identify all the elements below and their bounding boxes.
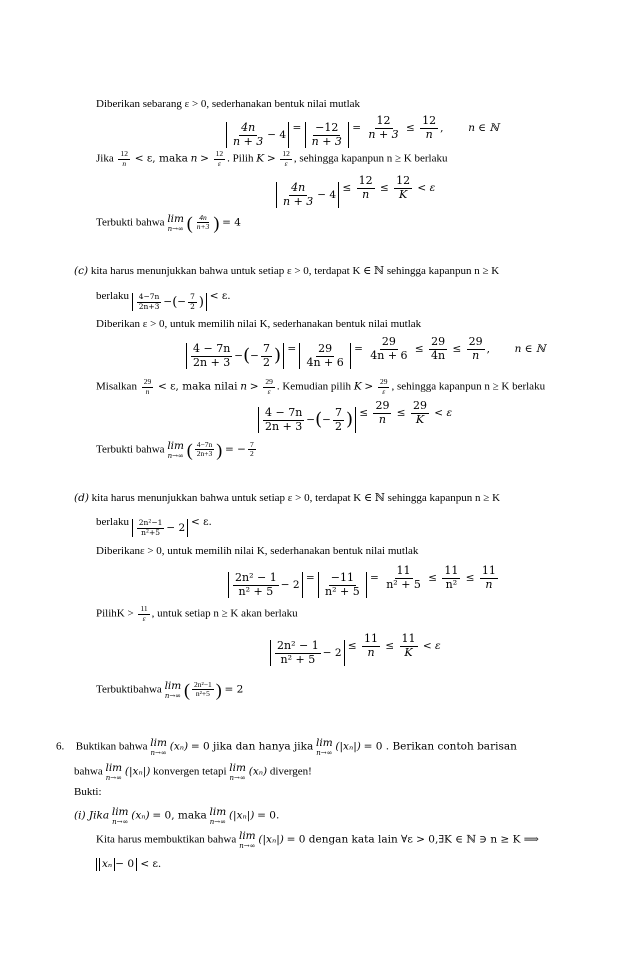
part-c-conclusion: Terbukti bahwa lim n→∞ ( $\frac{4-7n}{2n+3}$ ) = − $\frac{7}{2}$ xyxy=(96,439,254,460)
problem-6-case-i: (i) Jika lim n→∞ (xₙ) = 0, maka lim n→∞ (|xₙ|) = 0. xyxy=(74,806,280,826)
part-b-intro: Diberikan sebarang ε > 0, sederhanakan bentuk nilai mutlak xyxy=(96,98,361,110)
part-c-misalkan: Misalkan $\frac{29}{n}$ < ε, maka nilai n > $\frac{29}{\varepsilon}$ . Kemudian pilih K > $\frac{29}{\varepsilon}$ , sehingga kapanpun n ≥ K berlaku xyxy=(96,377,546,396)
part-c-equation-2: $\frac{4 - 7n}{2n + 3}$ − ( − $\frac{7}{2}$ ) ≤ $\frac{29}{n}$ ≤ $\frac{29}{K}$ < ε xyxy=(258,400,452,433)
part-b-conclusion: Terbukti bahwa lim n→∞ ( $\frac{4n}{n+3}$ ) = 4 xyxy=(96,212,241,233)
part-d-pilih: PilihK > $\frac{11}{\varepsilon}$ , untuk setiap n ≥ K akan berlaku xyxy=(96,604,298,623)
part-c-equation-1: $\frac{4 - 7n}{2n + 3}$ − ( − $\frac{7}{2}$ ) = $\frac{29}{4n + 6}$ = $\frac{29}{4n + 6}$ ≤ $\frac{29}{4n}$ ≤ $\frac{29}{n}$ , n ∈ ℕ xyxy=(186,336,545,369)
part-d-line-1: (d) kita harus menunjukkan bahwa untuk setiap ε > 0, terdapat K ∈ ℕ sehingga kapanpun n ≥ K xyxy=(74,492,501,504)
problem-6-kita: Kita harus membuktikan bahwa lim n→∞ (|xₙ|) = 0 dengan kata lain ∀ε > 0,∃K ∈ ℕ ∋ n ≥ K ⟹ xyxy=(96,830,539,850)
problem-6-last-line: xₙ − 0 < ε. xyxy=(96,858,161,871)
part-c-line-1: (c) kita harus menunjukkan bahwa untuk setiap ε > 0, terdapat K ∈ ℕ sehingga kapanpun n ≥ K xyxy=(74,265,500,277)
part-b-equation-1: $\frac{4n}{n + 3}$ − 4 = $\frac{-12}{n + 3}$ = $\frac{12}{n + 3}$ ≤ $\frac{12}{n}$ , n ∈ ℕ xyxy=(226,115,499,148)
part-b-jika-line: Jika $\frac{12}{n}$ < ε, maka n > $\frac{12}{\varepsilon}$ . Pilih K > $\frac{12}{\varepsilon}$ , sehingga kapanpun n ≥ K berlaku xyxy=(96,149,448,168)
part-c-berlaku: berlaku $\frac{4-7n}{2n+3}$ − ( − $\frac{7}{2}$ ) < ε. xyxy=(96,290,231,311)
part-b-equation-2: $\frac{4n}{n + 3}$ − 4 ≤ $\frac{12}{n}$ ≤ $\frac{12}{K}$ < ε xyxy=(276,175,435,208)
part-c-intro: Diberikan ε > 0, untuk memilih nilai K, sederhanakan bentuk nilai mutlak xyxy=(96,318,422,330)
part-d-intro: Diberikanε > 0, untuk memilih nilai K, sederhanakan bentuk nilai mutlak xyxy=(96,545,419,557)
problem-6-line-2: bahwa lim n→∞ (|xₙ|) konvergen tetapi lim n→∞ (xₙ) divergen! xyxy=(74,762,312,782)
part-d-equation-1: $\frac{\text{2n² − 1}}{\text{n² + 5}}$ − 2 = $\frac{-11}{\text{n² + 5}}$ = $\frac{11}{\text{n² + 5}}$ ≤ $\frac{11}{\text{n²}}$ ≤ $\frac{11}{n}$ xyxy=(228,565,500,598)
part-d-equation-2: $\frac{\text{2n² − 1}}{\text{n² + 5}}$ − 2 ≤ $\frac{11}{n}$ ≤ $\frac{11}{K}$ < ε xyxy=(270,633,441,666)
problem-6-line-1: 6. Buktikan bahwa lim n→∞ (xₙ) = 0 jika dan hanya jika lim n→∞ (|xₙ|) = 0 . Berikan contoh barisan xyxy=(56,737,517,757)
part-d-conclusion: Terbuktibahwa lim n→∞ ( $\frac{\text{2n²−1}}{\text{n²+5}}$ ) = 2 xyxy=(96,679,244,700)
part-d-berlaku: berlaku $\frac{\text{2n²−1}}{\text{n²+5}}$ − 2 < ε. xyxy=(96,516,212,537)
problem-6-bukti: Bukti: xyxy=(74,786,102,798)
